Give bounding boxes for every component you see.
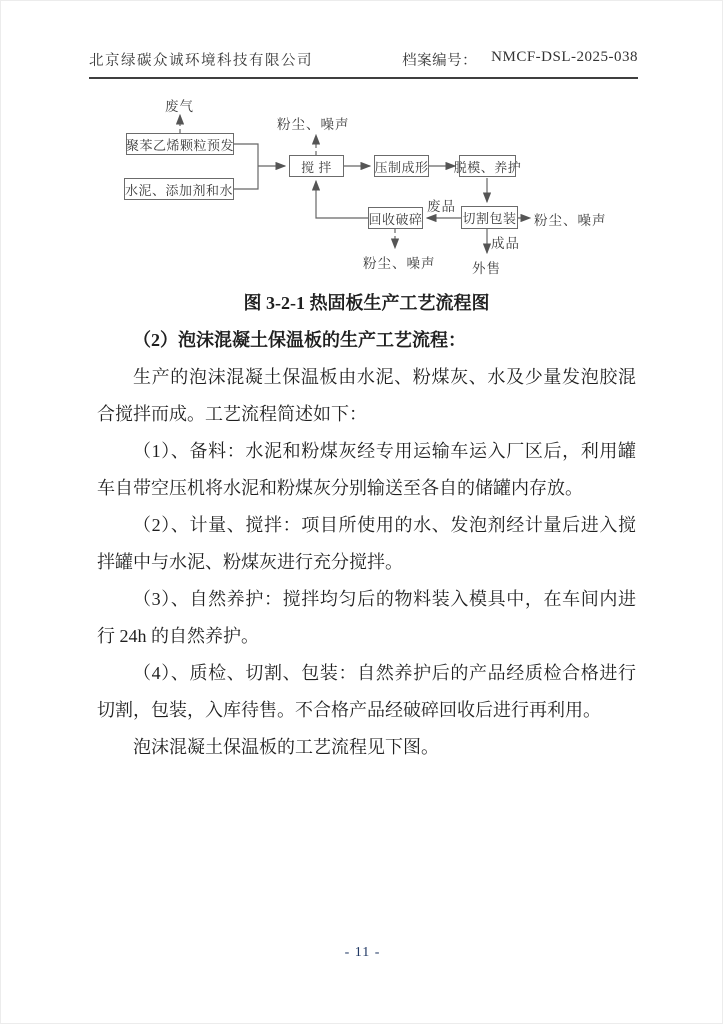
- page-number: - 11 -: [344, 945, 381, 960]
- paragraph-step-2: （2）、计量、搅拌：项目所使用的水、发泡剂经计量后进入搅拌罐中与水泥、粉煤灰进行充分搅拌。: [97, 515, 636, 572]
- file-number-value: NMCF-DSL-2025-038: [491, 49, 638, 65]
- figure-caption: 图 3-2-1 热固板生产工艺流程图: [243, 293, 490, 313]
- flow-box-demold-curing: 脱模、养护: [459, 155, 516, 177]
- flow-label-waste-gas: 废气: [165, 99, 194, 114]
- flow-box-cement-additive-water: 水泥、添加剂和水: [124, 178, 234, 200]
- paragraph-outro: 泡沫混凝土保温板的工艺流程见下图。: [133, 737, 439, 757]
- flow-label-dust-noise-cutting: 粉尘、噪声: [534, 213, 607, 228]
- flow-label-dust-noise-mixing: 粉尘、噪声: [277, 117, 350, 132]
- flow-label-dust-noise-recycle: 粉尘、噪声: [363, 256, 436, 271]
- page-header: [89, 49, 638, 79]
- flow-box-cut-packing: 切割包装: [461, 206, 518, 229]
- document-body: [97, 285, 636, 766]
- flow-label-sold-outside: 外售: [472, 261, 501, 276]
- flow-box-mixing: 搅 拌: [289, 155, 344, 177]
- flow-label-waste-product: 废品: [427, 199, 456, 214]
- flow-box-polystyrene-pre-expand: 聚苯乙烯颗粒预发: [126, 133, 234, 155]
- paragraph-step-4: （4）、质检、切割、包装：自然养护后的产品经质检合格进行切割，包装，入库待售。不合格产品经破碎回收后进行再利用。: [97, 663, 636, 720]
- flow-box-press-forming: 压制成形: [374, 155, 429, 177]
- page-footer: [1, 945, 723, 961]
- file-number: [402, 49, 638, 70]
- section-heading: （2）泡沫混凝土保温板的生产工艺流程：: [133, 330, 466, 350]
- paragraph-intro: 生产的泡沫混凝土保温板由水泥、粉煤灰、水及少量发泡胶混合搅拌而成。工艺流程简述如下：: [97, 367, 636, 424]
- paragraph-step-1: （1）、备料：水泥和粉煤灰经专用运输车运入厂区后，利用罐车自带空压机将水泥和粉煤灰分别输送至各自的储罐内存放。: [97, 441, 636, 498]
- flow-label-finished-product: 成品: [491, 236, 520, 251]
- flow-box-recycle-crushing: 回收破碎: [368, 207, 423, 229]
- file-number-label: 档案编号：: [402, 53, 478, 69]
- process-flowchart: [91, 89, 636, 284]
- paragraph-step-3: （3）、自然养护：搅拌均匀后的物料装入模具中，在车间内进行 24h 的自然养护。: [97, 589, 636, 646]
- company-name: 北京绿碳众诚环境科技有限公司: [89, 53, 313, 69]
